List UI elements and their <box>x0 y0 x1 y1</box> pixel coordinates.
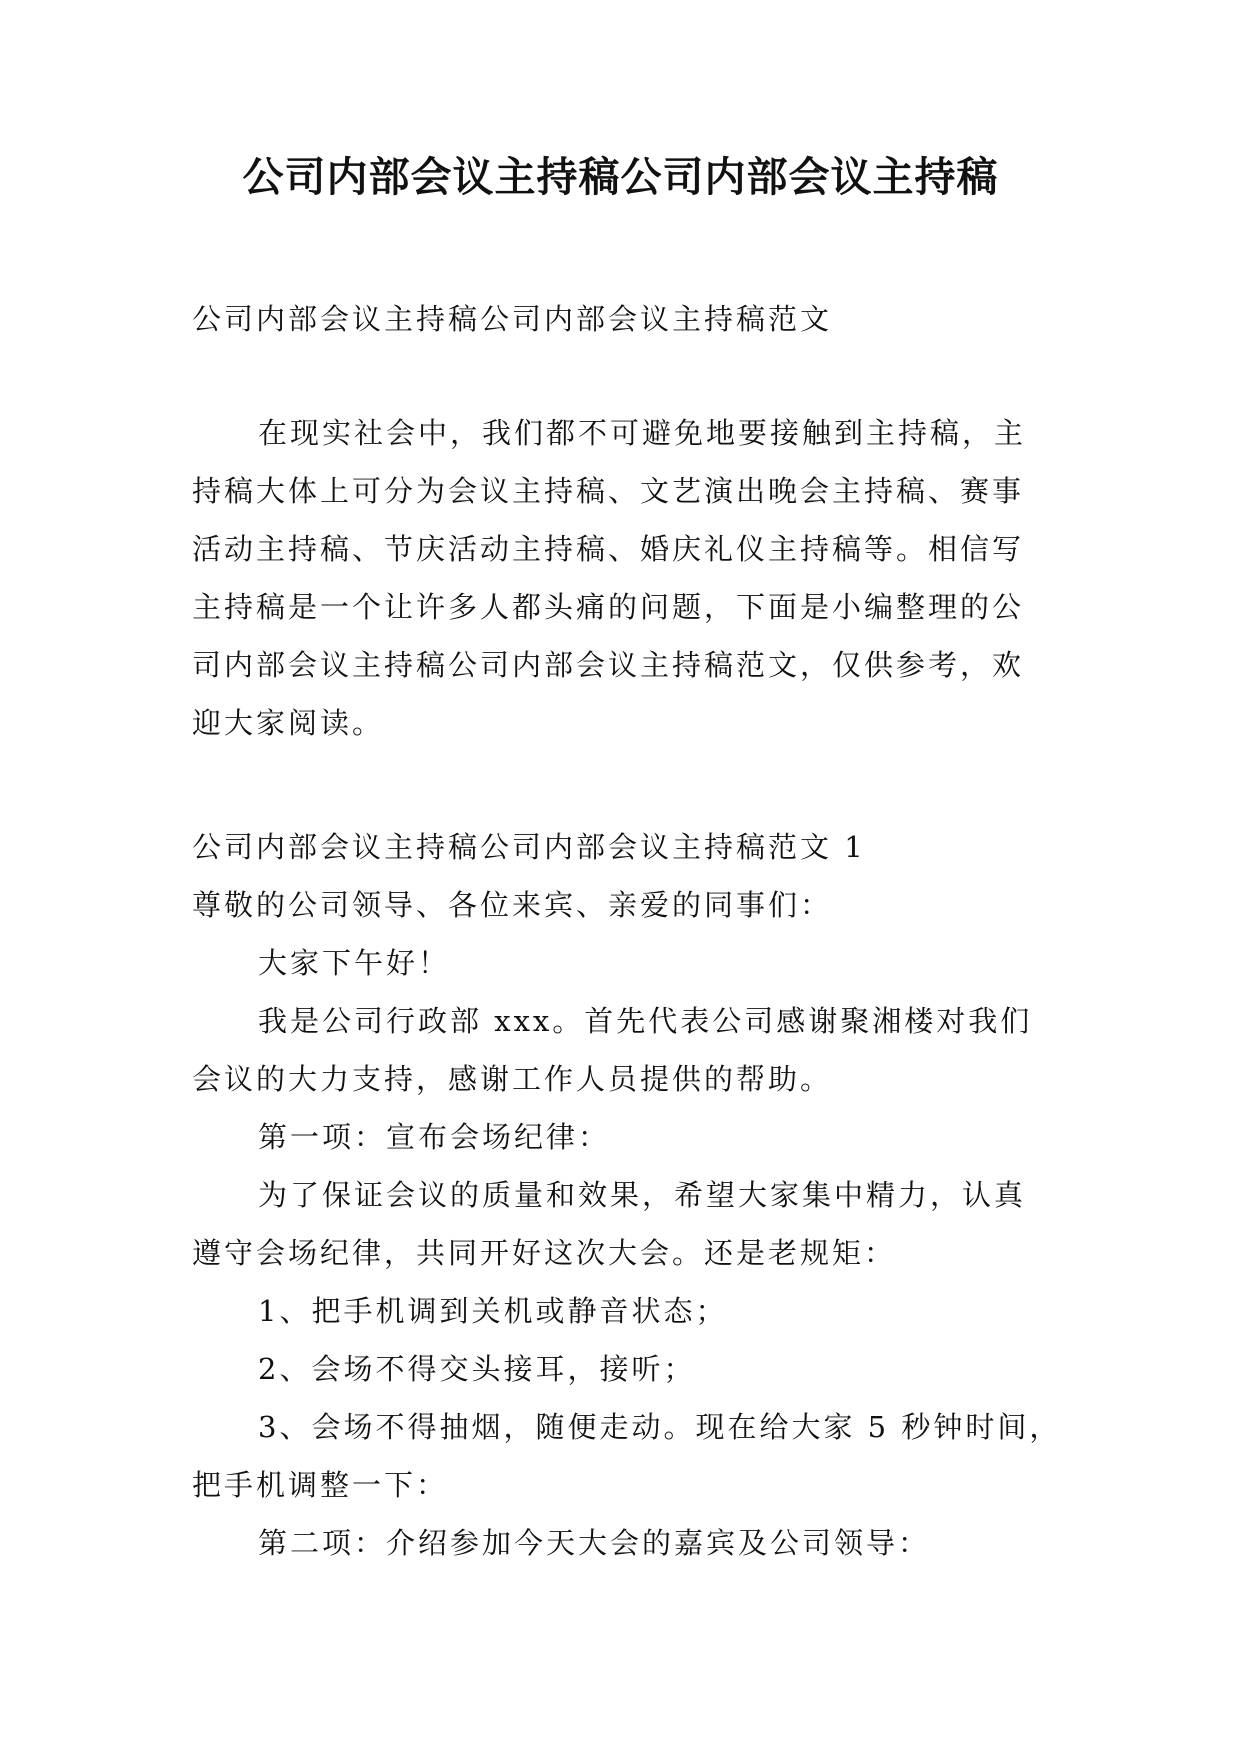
paragraph-line: 会议的大力支持，感谢工作人员提供的帮助。 <box>192 1062 833 1096</box>
intro-line: 活动主持稿、节庆活动主持稿、婚庆礼仪主持稿等。相信写 <box>192 532 1025 566</box>
item-heading: 第二项：介绍参加今天大会的嘉宾及公司领导： <box>258 1526 931 1560</box>
intro-paragraph <box>192 404 1072 752</box>
intro-line: 主持稿是一个让许多人都头痛的问题，下面是小编整理的公 <box>192 590 1025 624</box>
greeting: 大家下午好！ <box>258 946 451 980</box>
item-heading: 第一项：宣布会场纪律： <box>258 1120 611 1154</box>
subtitle-line: 公司内部会议主持稿公司内部会议主持稿范文 <box>192 302 833 336</box>
intro-line: 司内部会议主持稿公司内部会议主持稿范文，仅供参考，欢 <box>192 648 1025 682</box>
intro-line: 在现实社会中，我们都不可避免地要接触到主持稿，主 <box>258 416 1027 450</box>
section-1 <box>192 818 1072 1572</box>
paragraph-line: 为了保证会议的质量和效果，希望大家集中精力，认真 <box>258 1178 1027 1212</box>
rule-item: 1、把手机调到关机或静音状态； <box>258 1294 728 1328</box>
document-subtitle <box>192 290 1072 348</box>
intro-line: 持稿大体上可分为会议主持稿、文艺演出晚会主持稿、赛事 <box>192 474 1025 508</box>
rule-item: 3、会场不得抽烟，随便走动。现在给大家 5 秒钟时间， <box>258 1410 1062 1444</box>
paragraph-line: 我是公司行政部 xxx。首先代表公司感谢聚湘楼对我们 <box>258 1004 1033 1038</box>
paragraph-line: 遵守会场纪律，共同开好这次大会。还是老规矩： <box>192 1236 897 1270</box>
rule-item: 2、会场不得交头接耳，接听； <box>258 1352 696 1386</box>
intro-line: 迎大家阅读。 <box>192 706 385 740</box>
document-title: 公司内部会议主持稿公司内部会议主持稿 <box>242 153 999 201</box>
salutation: 尊敬的公司领导、各位来宾、亲爱的同事们： <box>192 888 833 922</box>
rule-item-continuation: 把手机调整一下： <box>192 1468 449 1502</box>
section-heading: 公司内部会议主持稿公司内部会议主持稿范文 1 <box>192 830 866 864</box>
